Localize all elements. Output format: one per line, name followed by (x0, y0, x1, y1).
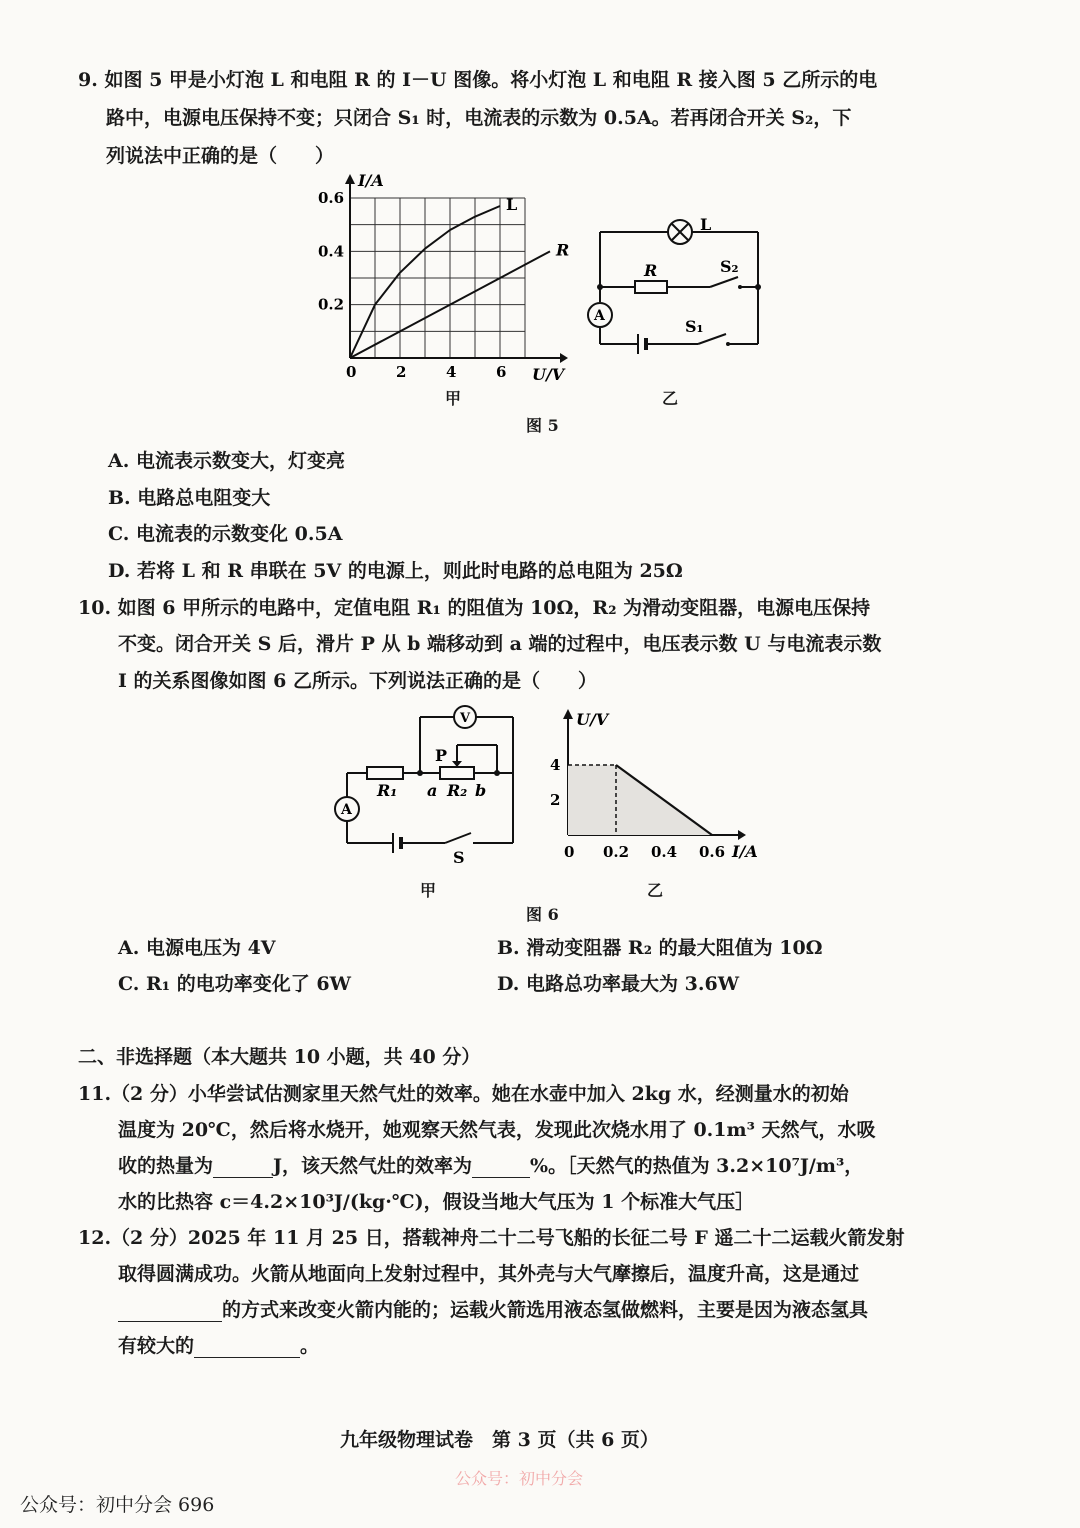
x-tick-label: 0.4 (651, 843, 678, 861)
y-tick-label: 4 (550, 756, 561, 774)
q10-line3: I 的关系图像如图 6 乙所示。下列说法正确的是（ ） (118, 670, 597, 692)
q12-answer-blank-1[interactable] (118, 1301, 222, 1322)
page-footer: 九年级物理试卷 第 3 页（共 6 页） (340, 1429, 659, 1451)
q11-answer-blank-2[interactable] (472, 1157, 530, 1178)
q12-answer-blank-2[interactable] (194, 1337, 300, 1358)
figure5-circuit (580, 210, 780, 360)
q11-answer-blank-1[interactable] (213, 1157, 273, 1178)
q10-option-a: A. 电源电压为 4V (118, 937, 276, 959)
watermark: 公众号：初中分会 (455, 1469, 584, 1488)
q10-option-b: B. 滑动变阻器 R₂ 的最大阻值为 10Ω (497, 937, 823, 959)
q12-line2: 取得圆满成功。火箭从地面向上发射过程中，其外壳与大气摩擦后，温度升高，这是通过 (118, 1263, 860, 1285)
q9-option-c: C. 电流表的示数变化 0.5A (108, 523, 343, 545)
figure6-caption: 图 6 (526, 905, 559, 924)
r2-label: R₂ (447, 781, 468, 800)
q11-line3-c: %。［天然气的热值为 3.2×10⁷J/m³， (530, 1155, 864, 1177)
credit-text: 公众号：初中分会 696 (20, 1494, 215, 1516)
shaded-region (568, 765, 616, 835)
figure6-circuit (325, 703, 525, 867)
x-tick-label: 2 (396, 363, 407, 381)
q12-line3: 的方式来改变火箭内能的；运载火箭选用液态氢做燃料，主要是因为液态氢具 (222, 1299, 869, 1321)
ammeter6-label: A (341, 802, 352, 818)
ammeter-label: A (594, 308, 605, 324)
q11-line3-a: 收的热量为 (118, 1155, 214, 1177)
lamp-label: L (700, 215, 712, 234)
y-tick-label: 2 (550, 791, 561, 809)
y-tick-label: 0.2 (318, 295, 345, 314)
q10-line1: 10. 如图 6 甲所示的电路中，定值电阻 R₁ 的阻值为 10Ω，R₂ 为滑动变阻器，电源电压保持 (78, 597, 871, 619)
terminal-a-label: a (427, 781, 438, 800)
q12-line4-b: 。 (300, 1335, 320, 1357)
x-tick-label: 4 (446, 363, 457, 381)
q12-line1: 12.（2 分）2025 年 11 月 25 日，搭载神舟二十二号飞船的长征二号 F 遥二十二运载火箭发射 (78, 1227, 905, 1249)
x-tick-label: 0.2 (603, 843, 630, 861)
q9-line2: 路中，电源电压保持不变；只闭合 S₁ 时，电流表的示数为 0.5A。若再闭合开关 S₂，下 (106, 107, 852, 129)
x-tick-label: 0 (564, 843, 575, 861)
x-tick-label: 6 (496, 363, 507, 381)
q9-line3: 列说法中正确的是（ ） (106, 145, 335, 167)
series-label-L: L (506, 195, 518, 214)
q12-line4-a: 有较大的 (118, 1335, 195, 1357)
terminal-b-label: b (475, 781, 487, 800)
q10-option-d: D. 电路总功率最大为 3.6W (497, 973, 740, 995)
q10-option-c: C. R₁ 的电功率变化了 6W (118, 973, 351, 995)
switch2-label: S₂ (720, 257, 739, 276)
x-tick-label: 0 (346, 363, 357, 381)
q10-line2: 不变。闭合开关 S 后，滑片 P 从 b 端移动到 a 端的过程中，电压表示数 U 与电流表示数 (118, 633, 882, 655)
figure5-graph-label: 甲 (445, 389, 462, 408)
switch1-label: S₁ (685, 317, 704, 336)
q9-option-d: D. 若将 L 和 R 串联在 5V 的电源上，则此时电路的总电阻为 25Ω (108, 560, 683, 582)
section2-title: 二、非选择题（本大题共 10 小题，共 40 分） (78, 1046, 481, 1068)
y-axis-label: I/A (358, 171, 384, 190)
figure6-graph (540, 705, 770, 865)
switch-label: S (453, 848, 465, 867)
q11-line3-b: J，该天然气灶的效率为 (273, 1155, 473, 1177)
slider-p-label: P (435, 746, 448, 765)
x-tick-label: 0.6 (699, 843, 726, 861)
figure5-graph (310, 170, 570, 385)
figure6-circuit-label: 甲 (420, 881, 437, 900)
figure6-graph-label: 乙 (647, 881, 664, 900)
x-axis-label: U/V (532, 365, 565, 384)
series-label-R: R (556, 240, 570, 260)
y-tick-label: 0.4 (318, 242, 345, 261)
x-axis-label: I/A (732, 842, 758, 861)
q9-option-b: B. 电路总电阻变大 (108, 487, 271, 509)
q11-line2: 温度为 20℃，然后将水烧开，她观察天然气表，发现此次烧水用了 0.1m³ 天然气，水吸 (118, 1119, 876, 1141)
q11-line4: 水的比热容 c＝4.2×10³J/(kg·℃)，假设当地大气压为 1 个标准大气压］ (118, 1191, 755, 1213)
y-tick-label: 0.6 (318, 189, 345, 207)
q9-option-a: A. 电流表示数变大，灯变亮 (108, 450, 345, 472)
r1-label: R₁ (377, 781, 398, 800)
resistor-label: R (644, 261, 658, 280)
figure5-circuit-label: 乙 (662, 389, 679, 408)
voltmeter-label: V (460, 711, 471, 726)
q12-line3-row (118, 1298, 868, 1322)
q11-line3 (118, 1154, 863, 1178)
q12-line4 (118, 1334, 319, 1358)
q9-line1: 9. 如图 5 甲是小灯泡 L 和电阻 R 的 I－U 图像。将小灯泡 L 和电阻 R 接入图 5 乙所示的电 (78, 69, 878, 91)
q11-line1: 11.（2 分）小华尝试估测家里天然气灶的效率。她在水壶中加入 2kg 水，经测量水的初始 (78, 1083, 849, 1105)
y-axis-label: U/V (576, 710, 609, 729)
figure5-caption: 图 5 (526, 416, 559, 435)
